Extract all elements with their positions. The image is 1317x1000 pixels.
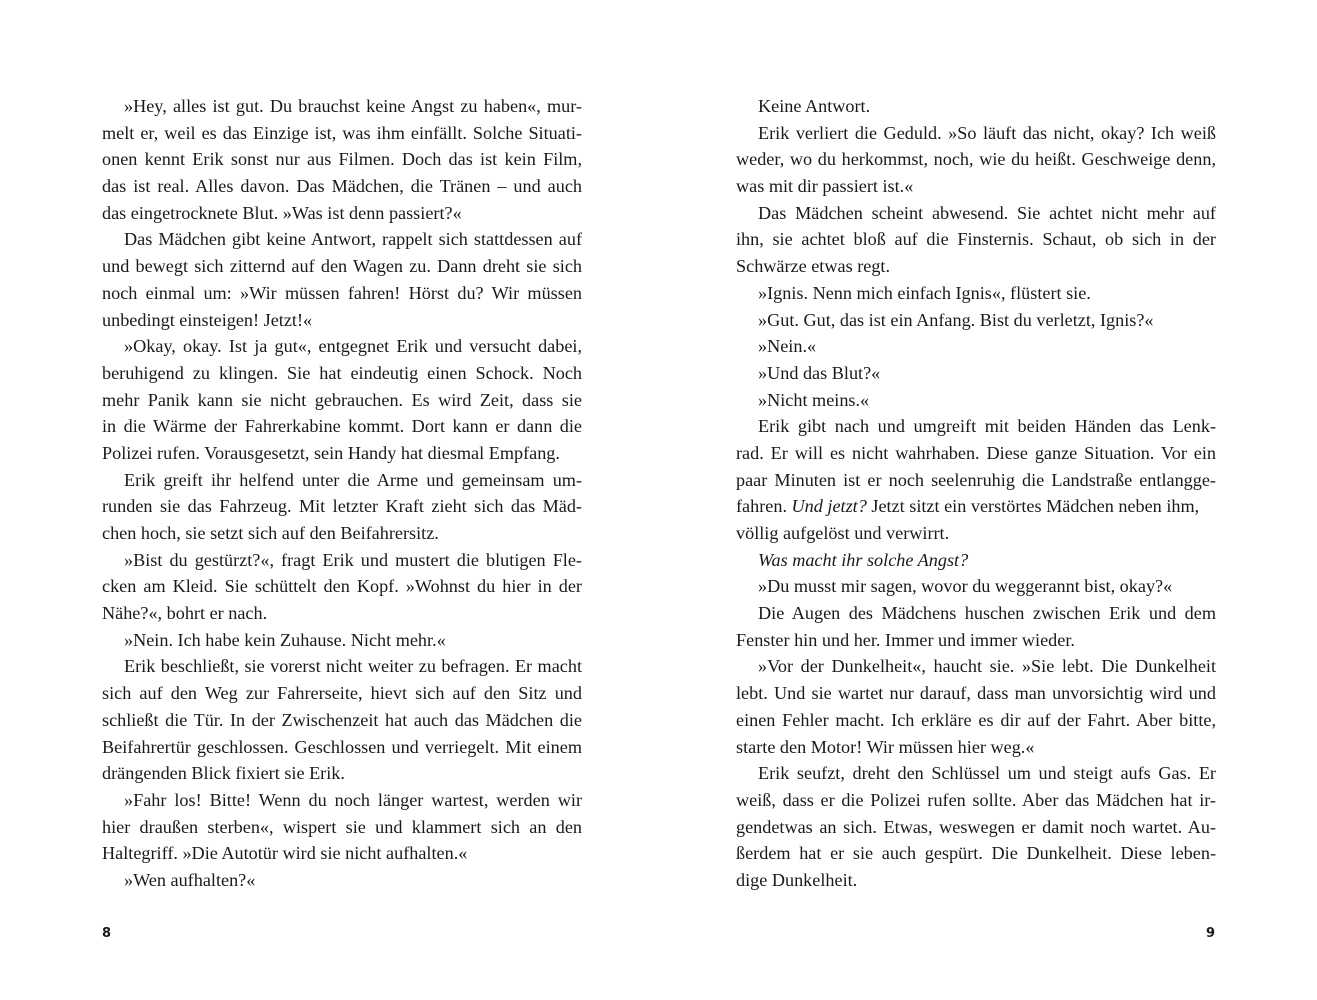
text-line: unbedingt einsteigen! Jetzt!« bbox=[102, 309, 313, 330]
text-line: Polizei rufen. Vorausgesetzt, sein Handy hat diesmal Empfang. bbox=[102, 442, 560, 463]
text-line: drängenden Blick fixiert sie Erik. bbox=[102, 763, 345, 784]
text-line: schließt die Tür. In der Zwischenzeit hat auch das Mädchen die bbox=[102, 709, 582, 730]
text-line: paar Minuten ist er noch seelenruhig die Landstraße entlangge- bbox=[736, 469, 1216, 490]
text-line: »Du musst mir sagen, wovor du weggerannt bist, okay?« bbox=[758, 576, 1173, 597]
text-line: weder, wo du herkommst, noch, wie du heißt. Geschweige denn, bbox=[736, 149, 1216, 170]
text-line: sich auf den Weg zur Fahrerseite, hievt sich auf den Sitz und bbox=[102, 683, 582, 704]
text-line: Erik seufzt, dreht den Schlüssel um und steigt aufs Gas. Er bbox=[758, 763, 1216, 784]
text-line: »Fahr los! Bitte! Wenn du noch länger wartest, werden wir bbox=[124, 789, 582, 810]
text-line: hier draußen sterben«, wispert sie und klammert sich an den bbox=[102, 816, 582, 837]
text-fragment: Jetzt sitzt ein verstörtes Mädchen neben ihm, bbox=[871, 496, 1200, 517]
text-line: Nähe?«, bohrt er nach. bbox=[102, 603, 268, 624]
text-line: »Gut. Gut, das ist ein Anfang. Bist du verletzt, Ignis?« bbox=[758, 309, 1154, 330]
text-line: Erik greift ihr helfend unter die Arme und gemeinsam um- bbox=[124, 469, 582, 490]
text-line: gendetwas an sich. Etwas, weswegen er damit noch wartet. Au- bbox=[736, 816, 1216, 837]
text-line: »Vor der Dunkelheit«, haucht sie. »Sie lebt. Die Dunkelheit bbox=[758, 656, 1216, 677]
text-line: noch einmal um: »Wir müssen fahren! Hörst du? Wir müssen bbox=[102, 282, 582, 303]
text-line: lebt. Und sie wartet nur darauf, dass man unvorsichtig wird und bbox=[736, 683, 1216, 704]
text-line: was mit dir passiert ist.« bbox=[736, 176, 914, 197]
text-line-mixed bbox=[736, 493, 1216, 520]
left-page bbox=[102, 93, 582, 894]
text-line: ßerdem hat er sie auch gespürt. Die Dunkelheit. Diese leben- bbox=[736, 843, 1216, 864]
text-line: »Hey, alles ist gut. Du brauchst keine Angst zu haben«, mur- bbox=[124, 96, 582, 116]
page-number-left: 8 bbox=[102, 926, 112, 941]
text-line: starte den Motor! Wir müssen hier weg.« bbox=[736, 736, 1035, 757]
text-line: Erik gibt nach und umgreift mit beiden Händen das Lenk- bbox=[758, 416, 1216, 437]
text-line: Schwärze etwas regt. bbox=[736, 256, 891, 277]
text-line: Fenster hin und her. Immer und immer wieder. bbox=[736, 629, 1075, 650]
text-line: Das Mädchen scheint abwesend. Sie achtet nicht mehr auf bbox=[758, 202, 1216, 223]
text-line: melt er, weil es das Einzige ist, was ihm einfällt. Solche Situati- bbox=[102, 122, 582, 143]
text-line: völlig aufgelöst und verwirrt. bbox=[736, 523, 950, 543]
text-line: »Nein. Ich habe kein Zuhause. Nicht mehr.« bbox=[124, 629, 446, 650]
text-line: das eingetrocknete Blut. »Was ist denn passiert?« bbox=[102, 202, 462, 223]
text-line: »Bist du gestürzt?«, fragt Erik und mustert die blutigen Fle- bbox=[124, 549, 582, 570]
text-line: Die Augen des Mädchens huschen zwischen Erik und dem bbox=[758, 603, 1216, 624]
text-line: rad. Er will es nicht wahrhaben. Diese ganze Situation. Vor ein bbox=[736, 442, 1216, 463]
text-line: einen Fehler macht. Ich erkläre es dir auf der Fahrt. Aber bitte, bbox=[736, 709, 1216, 730]
text-line: runden sie das Fahrzeug. Mit letzter Kraft zieht sich das Mäd- bbox=[102, 496, 582, 517]
text-line: »Ignis. Nenn mich einfach Ignis«, flüstert sie. bbox=[758, 282, 1091, 303]
text-fragment: fahren. bbox=[736, 496, 787, 517]
text-line: »Wen aufhalten?« bbox=[124, 869, 256, 890]
text-line: ihn, sie achtet bloß auf die Finsternis. Schaut, ob sich in der bbox=[736, 229, 1216, 250]
text-line: dige Dunkelheit. bbox=[736, 869, 858, 890]
text-line: onen kennt Erik sonst nur aus Filmen. Doch das ist kein Film, bbox=[102, 149, 582, 170]
text-line: mehr Panik kann sie nicht gebrauchen. Es wird Zeit, dass sie bbox=[102, 389, 582, 410]
text-line: »Nicht meins.« bbox=[758, 389, 870, 410]
text-line: Erik verliert die Geduld. »So läuft das nicht, okay? Ich weiß bbox=[758, 122, 1216, 143]
text-line: »Nein.« bbox=[758, 336, 817, 357]
text-line: weiß, dass er die Polizei rufen sollte. Aber das Mädchen hat ir- bbox=[736, 789, 1216, 810]
text-line: beruhigend zu klingen. Sie hat eindeutig einen Schock. Noch bbox=[102, 362, 582, 383]
text-line: in die Wärme der Fahrerkabine kommt. Dort kann er dann die bbox=[102, 416, 582, 437]
text-line: Keine Antwort. bbox=[758, 96, 871, 116]
text-line: »Und das Blut?« bbox=[758, 362, 881, 383]
right-page bbox=[736, 93, 1216, 894]
text-line: Beifahrertür geschlossen. Geschlossen und verriegelt. Mit einem bbox=[102, 736, 582, 757]
text-line: cken am Kleid. Sie schüttelt den Kopf. »Wohnst du hier in der bbox=[102, 576, 582, 597]
italic-fragment: Und jetzt? bbox=[791, 496, 867, 517]
text-line: das ist real. Alles davon. Das Mädchen, die Tränen – und auch bbox=[102, 176, 582, 197]
page-number-right: 9 bbox=[1206, 926, 1216, 941]
italic-text-line: Was macht ihr solche Angst? bbox=[758, 549, 969, 570]
text-line: und bewegt sich zitternd auf den Wagen zu. Dann dreht sie sich bbox=[102, 256, 582, 277]
text-line: Erik beschließt, sie vorerst nicht weiter zu befragen. Er macht bbox=[124, 656, 582, 677]
text-line: Das Mädchen gibt keine Antwort, rappelt sich stattdessen auf bbox=[124, 229, 582, 250]
text-line: chen hoch, sie setzt sich auf den Beifahrersitz. bbox=[102, 523, 439, 543]
text-line: Haltegriff. »Die Autotür wird sie nicht aufhalten.« bbox=[102, 843, 468, 864]
text-line: »Okay, okay. Ist ja gut«, entgegnet Erik und versucht dabei, bbox=[124, 336, 582, 357]
